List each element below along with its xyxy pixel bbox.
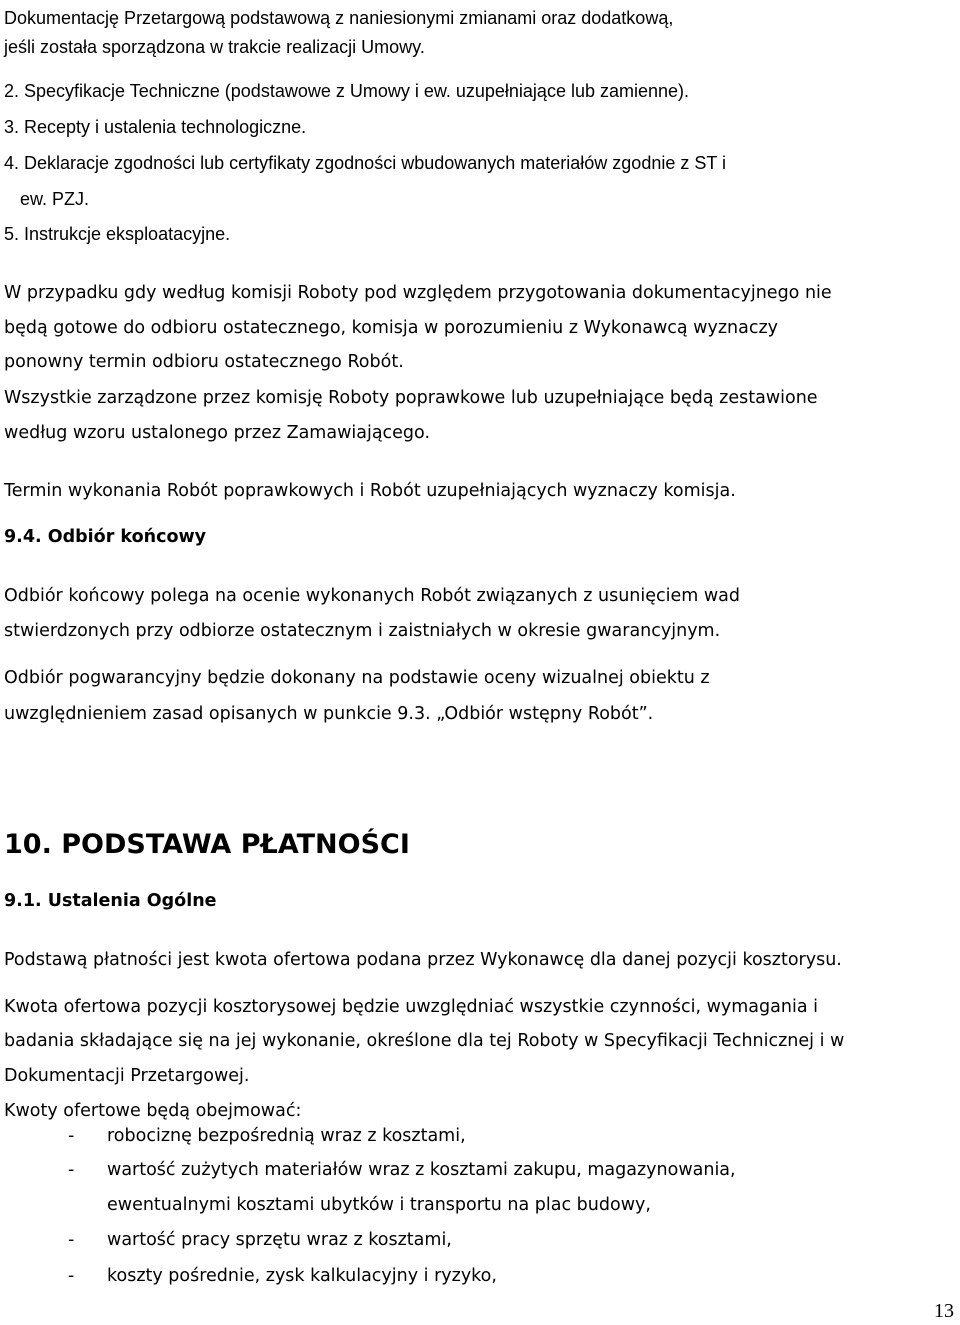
list-dash-4: - [68, 1266, 75, 1286]
paragraph-5-line-2: uwzględnieniem zasad opisanych w punkcie 9.3. „Odbiór wstępny Robót”. [4, 704, 654, 724]
intro-item-5: 5. Instrukcje eksploatacyjne. [4, 224, 231, 244]
paragraph-2-line-1: Wszystkie zarządzone przez komisję Roboty poprawkowe lub uzupełniające będą zestawione [4, 388, 818, 408]
list-item-1: robociznę bezpośrednią wraz z kosztami, [107, 1126, 466, 1146]
paragraph-1-line-2: będą gotowe do odbioru ostatecznego, komisja w porozumieniu z Wykonawcą wyznaczy [4, 318, 779, 338]
intro-line-2: jeśli została sporządzona w trakcie realizacji Umowy. [4, 37, 425, 57]
intro-item-3: 3. Recepty i ustalenia technologiczne. [4, 117, 307, 137]
paragraph-7-line-3: Dokumentacji Przetargowej. [4, 1066, 250, 1086]
list-item-3: wartość pracy sprzętu wraz z kosztami, [107, 1230, 452, 1250]
page-number: 13 [934, 1300, 954, 1322]
paragraph-1-line-3: ponowny termin odbioru ostatecznego Robót. [4, 352, 404, 372]
paragraph-5-line-1: Odbiór pogwarancyjny będzie dokonany na podstawie oceny wizualnej obiektu z [4, 668, 710, 688]
list-item-2-cont: ewentualnymi kosztami ubytków i transportu na plac budowy, [107, 1195, 651, 1215]
intro-item-4-cont: ew. PZJ. [20, 189, 90, 209]
paragraph-7-line-1: Kwota ofertowa pozycji kosztorysowej będzie uwzględniać wszystkie czynności, wymagania i [4, 997, 818, 1017]
intro-line-1: Dokumentację Przetargową podstawową z naniesionymi zmianami oraz dodatkową, [4, 8, 674, 28]
list-item-2: wartość zużytych materiałów wraz z kosztami zakupu, magazynowania, [107, 1160, 736, 1180]
paragraph-6: Podstawą płatności jest kwota ofertowa podana przez Wykonawcę dla danej pozycji kosztorysu. [4, 950, 842, 970]
list-dash-1: - [68, 1126, 75, 1146]
paragraph-7-line-2: badania składające się na jej wykonanie, określone dla tej Roboty w Specyfikacji Technicznej i w [4, 1031, 845, 1051]
paragraph-8: Kwoty ofertowe będą obejmować: [4, 1101, 302, 1121]
list-dash-3: - [68, 1230, 75, 1250]
intro-item-4: 4. Deklaracje zgodności lub certyfikaty zgodności wbudowanych materiałów zgodnie z ST i [4, 153, 727, 173]
paragraph-1-line-1: W przypadku gdy według komisji Roboty pod względem przygotowania dokumentacyjnego nie [4, 283, 832, 303]
paragraph-2-line-2: według wzoru ustalonego przez Zamawiającego. [4, 423, 431, 443]
chapter-heading-10: 10. PODSTAWA PŁATNOŚCI [4, 829, 410, 860]
list-dash-2: - [68, 1160, 75, 1180]
paragraph-3: Termin wykonania Robót poprawkowych i Robót uzupełniających wyznaczy komisja. [4, 481, 736, 501]
intro-item-2: 2. Specyfikacje Techniczne (podstawowe z Umowy i ew. uzupełniające lub zamienne). [4, 81, 690, 101]
list-item-4: koszty pośrednie, zysk kalkulacyjny i ryzyko, [107, 1266, 497, 1286]
paragraph-4-line-2: stwierdzonych przy odbiorze ostatecznym i zaistniałych w okresie gwarancyjnym. [4, 621, 721, 641]
section-heading-9-1: 9.1. Ustalenia Ogólne [4, 891, 217, 911]
paragraph-4-line-1: Odbiór końcowy polega na ocenie wykonanych Robót związanych z usunięciem wad [4, 586, 741, 606]
section-heading-9-4: 9.4. Odbiór końcowy [4, 527, 207, 547]
